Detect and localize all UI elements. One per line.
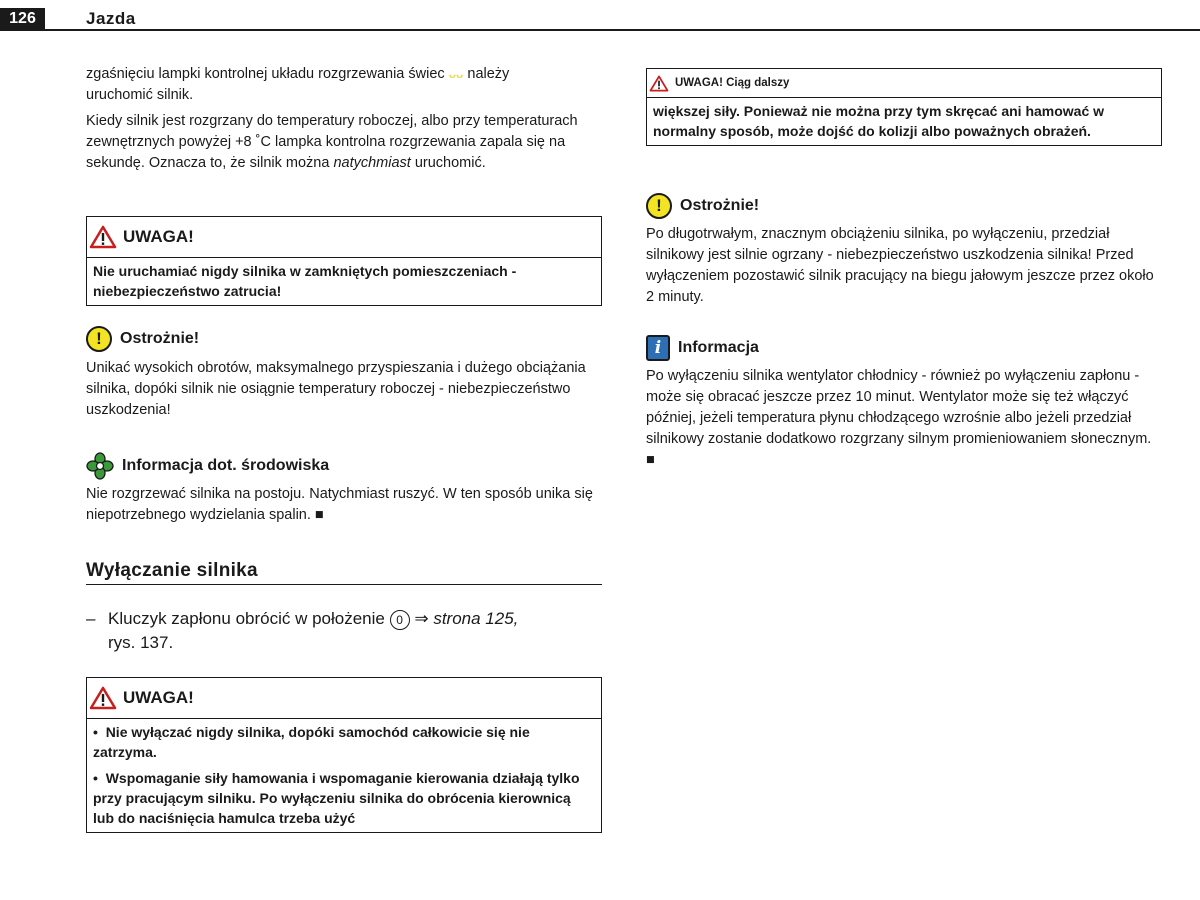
page-number: 126 — [0, 8, 45, 30]
warning-header: UWAGA! Ciąg dalszy — [647, 69, 1161, 98]
warning-text: większej siły. Ponieważ nie można przy tym skręcać ani hamować w normalny sposób, może dojść do kolizji albo poważnych obrażeń. — [653, 103, 1105, 139]
caution-heading: ! Ostrożnie! — [86, 326, 199, 352]
caution-text: Unikać wysokich obrotów, maksymalnego przyspieszania i dużego obciążania silnika, dopóki silnik nie osiągnie temperatury roboczej - niebezpieczeństwo uszkodzenia! — [86, 360, 586, 418]
paragraph-warm-engine: Kiedy silnik jest rozgrzany do temperatury roboczej, albo przy temperaturach zewnętrznych powyżej +8 ˚C lampka kontrolna rozgrzewania zapala się na sekundę. Oznacza to, że silnik można natychmiast uruchomić. — [86, 113, 578, 171]
caution-icon: ! — [86, 326, 112, 352]
environment-text: Nie rozgrzewać silnika na postoju. Natychmiast ruszyć. W ten sposób unika się niepotrzebnego wydzielania spalin. ■ — [86, 486, 593, 523]
caution-icon: ! — [646, 193, 672, 219]
header-rule — [0, 29, 1200, 31]
environment-heading: Informacja dot. środowiska — [86, 452, 329, 480]
warning-header: UWAGA! — [87, 678, 601, 719]
ignition-position-0: 0 — [390, 610, 410, 630]
paragraph-glow-plug: zgaśnięciu lampki kontrolnej układu rozgrzewania świec ᴗᴗ należy uruchomić silnik. — [86, 66, 510, 103]
caution-heading: ! Ostrożnie! — [646, 193, 759, 219]
heading-engine-off: Wyłączanie silnika — [86, 560, 258, 581]
page-reference-link[interactable]: strona 125, — [433, 609, 519, 628]
information-heading: i Informacja — [646, 335, 759, 361]
bullet-item: • Nie wyłączać nigdy silnika, dopóki samochód całkowicie się nie zatrzyma. — [93, 724, 530, 760]
step-turn-key: – Kluczyk zapłonu obrócić w położenie 0 ⇒ strona 125, rys. 137. — [86, 609, 519, 652]
warning-text: Nie uruchamiać nigdy silnika w zamkniętych pomieszczeniach - niebezpieczeństwo zatrucia! — [93, 263, 517, 299]
warning-box-continued — [646, 68, 1162, 146]
heading-rule — [86, 584, 602, 585]
warning-header: UWAGA! — [87, 217, 601, 258]
environment-flower-icon — [86, 452, 114, 480]
bullet-item: • Wspomaganie siły hamowania i wspomaganie kierowania działają tylko przy pracującym silniku. Po wyłączeniu silnika do obrócenia kierownicą lub do naciśnięcia hamulca trzeba użyć — [93, 770, 580, 826]
warning-box-poisoning — [86, 216, 602, 306]
information-text: Po wyłączeniu silnika wentylator chłodnicy - również po wyłączeniu zapłonu - może się obracać jeszcze przez 10 minut. Wentylator może się też włączyć później, jeżeli temperatura płynu chłodzącego wzrośnie albo jeżeli przedział silnikowy zostanie dodatkowo rozgrzany silnym promieniowaniem słonecznym. ■ — [646, 368, 1152, 468]
information-icon: i — [646, 335, 670, 361]
warning-box-stop — [86, 677, 602, 833]
section-title: Jazda — [86, 9, 136, 28]
caution-text: Po długotrwałym, znacznym obciążeniu silnika, po wyłączeniu, przedział silnikowy jest silnie ogrzany - niebezpieczeństwo uszkodzenia silnika! Przed wyłączeniem pozostawić silnik pracujący na biegu jałowym jeszcze przez około 2 minuty. — [646, 226, 1154, 305]
warning-triangle-icon — [649, 75, 669, 92]
warning-triangle-icon — [89, 686, 117, 710]
warning-bullets — [87, 719, 601, 832]
warning-triangle-icon — [89, 225, 117, 249]
glow-plug-icon: ᴗᴗ — [448, 67, 464, 81]
